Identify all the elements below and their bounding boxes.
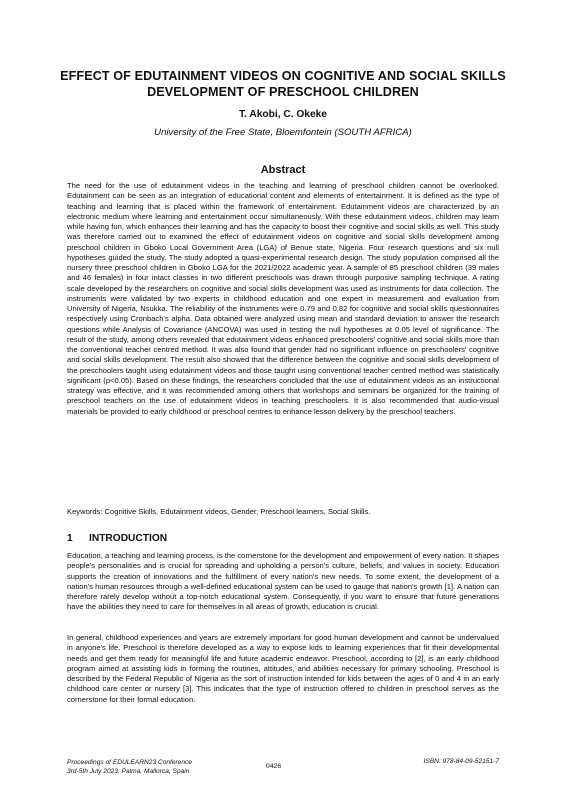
footer-proceedings-line2: 3rd-5th July 2023, Palma, Mallorca, Spain: [67, 768, 190, 775]
footer-proceedings-line1: Proceedings of EDULEARN23 Conference: [67, 759, 192, 766]
intro-paragraph-1: Education, a teaching and learning process, is the cornerstone for the development and empowerment of every nation. It shapes people's personalities and is crucial for spreading and upholding a person's culture, beliefs, and values in society. Education supports the creation of innovations and the fulfillment of every nation's new needs. To some extent, the development of a nation's human resources through a well-defined educational system can be used to gauge that nation's growth [1]. A nation can therefore rarely develop without a top-notch educational system. Consequently, if you want to ensure that future generations have the abilities they need to care for themselves in all areas of growth, education is crucial.: [67, 551, 499, 612]
footer-proceedings: [67, 758, 192, 776]
section-number: 1: [67, 533, 73, 544]
paper-title: EFFECT OF EDUTAINMENT VIDEOS ON COGNITIVE AND SOCIAL SKILLS DEVELOPMENT OF PRESCHOOL CHILDREN: [60, 69, 506, 99]
section-heading: [67, 533, 167, 544]
section-title: INTRODUCTION: [89, 533, 168, 544]
keywords: Keywords: Cognitive Skills, Edutainment videos, Gender, Preschool learners, Social Skills.: [67, 507, 371, 516]
footer-page-number: 0426: [266, 763, 282, 770]
abstract-text: The need for the use of edutainment videos in the teaching and learning of preschool children cannot be overlooked. Edutainment can be seen as an integration of educational content and elements of entertainment. It is defined as the type of teaching and learning that is placed within the framework of entertainment. Edutainment videos are characterized by an electronic medium where learning and entertainment occur simultaneously. With these edutainment videos, children may learn while having fun, which enhances their learning and has the capacity to boost their cognitive and social skills as well. This study was therefore carried out to examined the effect of edutainment videos on cognitive and social skills development among preschool children in Gboko Local Government Area (LGA) of Benue state, Nigeria. Four research questions and six null hypotheses guided the study. The study adopted a quasi-experimental research design. The study population comprised all the nursery three preschool children in Gboko LGA for the 2021/2022 academic year. A sample of 85 preschool children (39 males and 46 females) in four intact classes in two different preschools was drawn through purposive sampling technique. A rating scale developed by the researchers on cognitive and social skills development was used as instruments for data collection. The instruments were validated by two experts in childhood education and one expert in measurement and evaluation from University of Nigeria, Nsukka. The reliability of the instruments were 0.79 and 0.82 for cognitive and social skills questionnaires respectively using Cronbach’s alpha. Data obtained were analyzed using mean and standard deviation to answer the research questions while Analysis of Covariance (ANCOVA) was used in testing the null hypotheses at 0.05 level of significance. The result of the study, among others revealed that edutainment videos enhanced preschoolers’ cognitive and social skills more than the conventional teacher centred method. It was also found that gender had no significant influence on preschoolers' cognitive and social skills development. The result also showed that the difference between the cognitive and social skills development of the preschoolers taught using edutainment videos and those taught using conventional teacher centred method was statistically significant (p<0.05). Based on these findings, the researchers concluded that the use of edutainment videos as an instructional strategy was effective, and it was recommended among others that workshops and seminars be organized for the training of preschool teachers on the use of edutainment videos in teaching preschoolers. It is also recommended that audio-visual materials be provided to early childhood or preschool centres to enhance lesson delivery by the preschool teachers.: [67, 181, 499, 416]
intro-paragraph-2: In general, childhood experiences and years are extremely important for good human development and cannot be undervalued in anyone's life. Preschool is therefore developed as a way to expose kids to learning experiences that fit their developmental needs and get them ready for meaningful life and future academic endeavor. Preschool, according to [2], is an early childhood program aimed at assisting kids in forming the routines, attitudes, and abilities necessary for primary schooling. Preschool is described by the Federal Republic of Nigeria as the sort of instruction intended for kids between the ages of 0 and 4 in an early childhood care center or nursery [3]. This indicates that the type of instruction offered to children in preschool serves as the cornerstone for their formal education.: [67, 633, 499, 704]
paper-authors: T. Akobi, C. Okeke: [239, 109, 327, 120]
footer-isbn: ISBN: 978-84-09-52151-7: [423, 758, 499, 765]
paper-affiliation: University of the Free State, Bloemfontein (SOUTH AFRICA): [154, 127, 412, 138]
abstract-heading: Abstract: [260, 164, 306, 176]
